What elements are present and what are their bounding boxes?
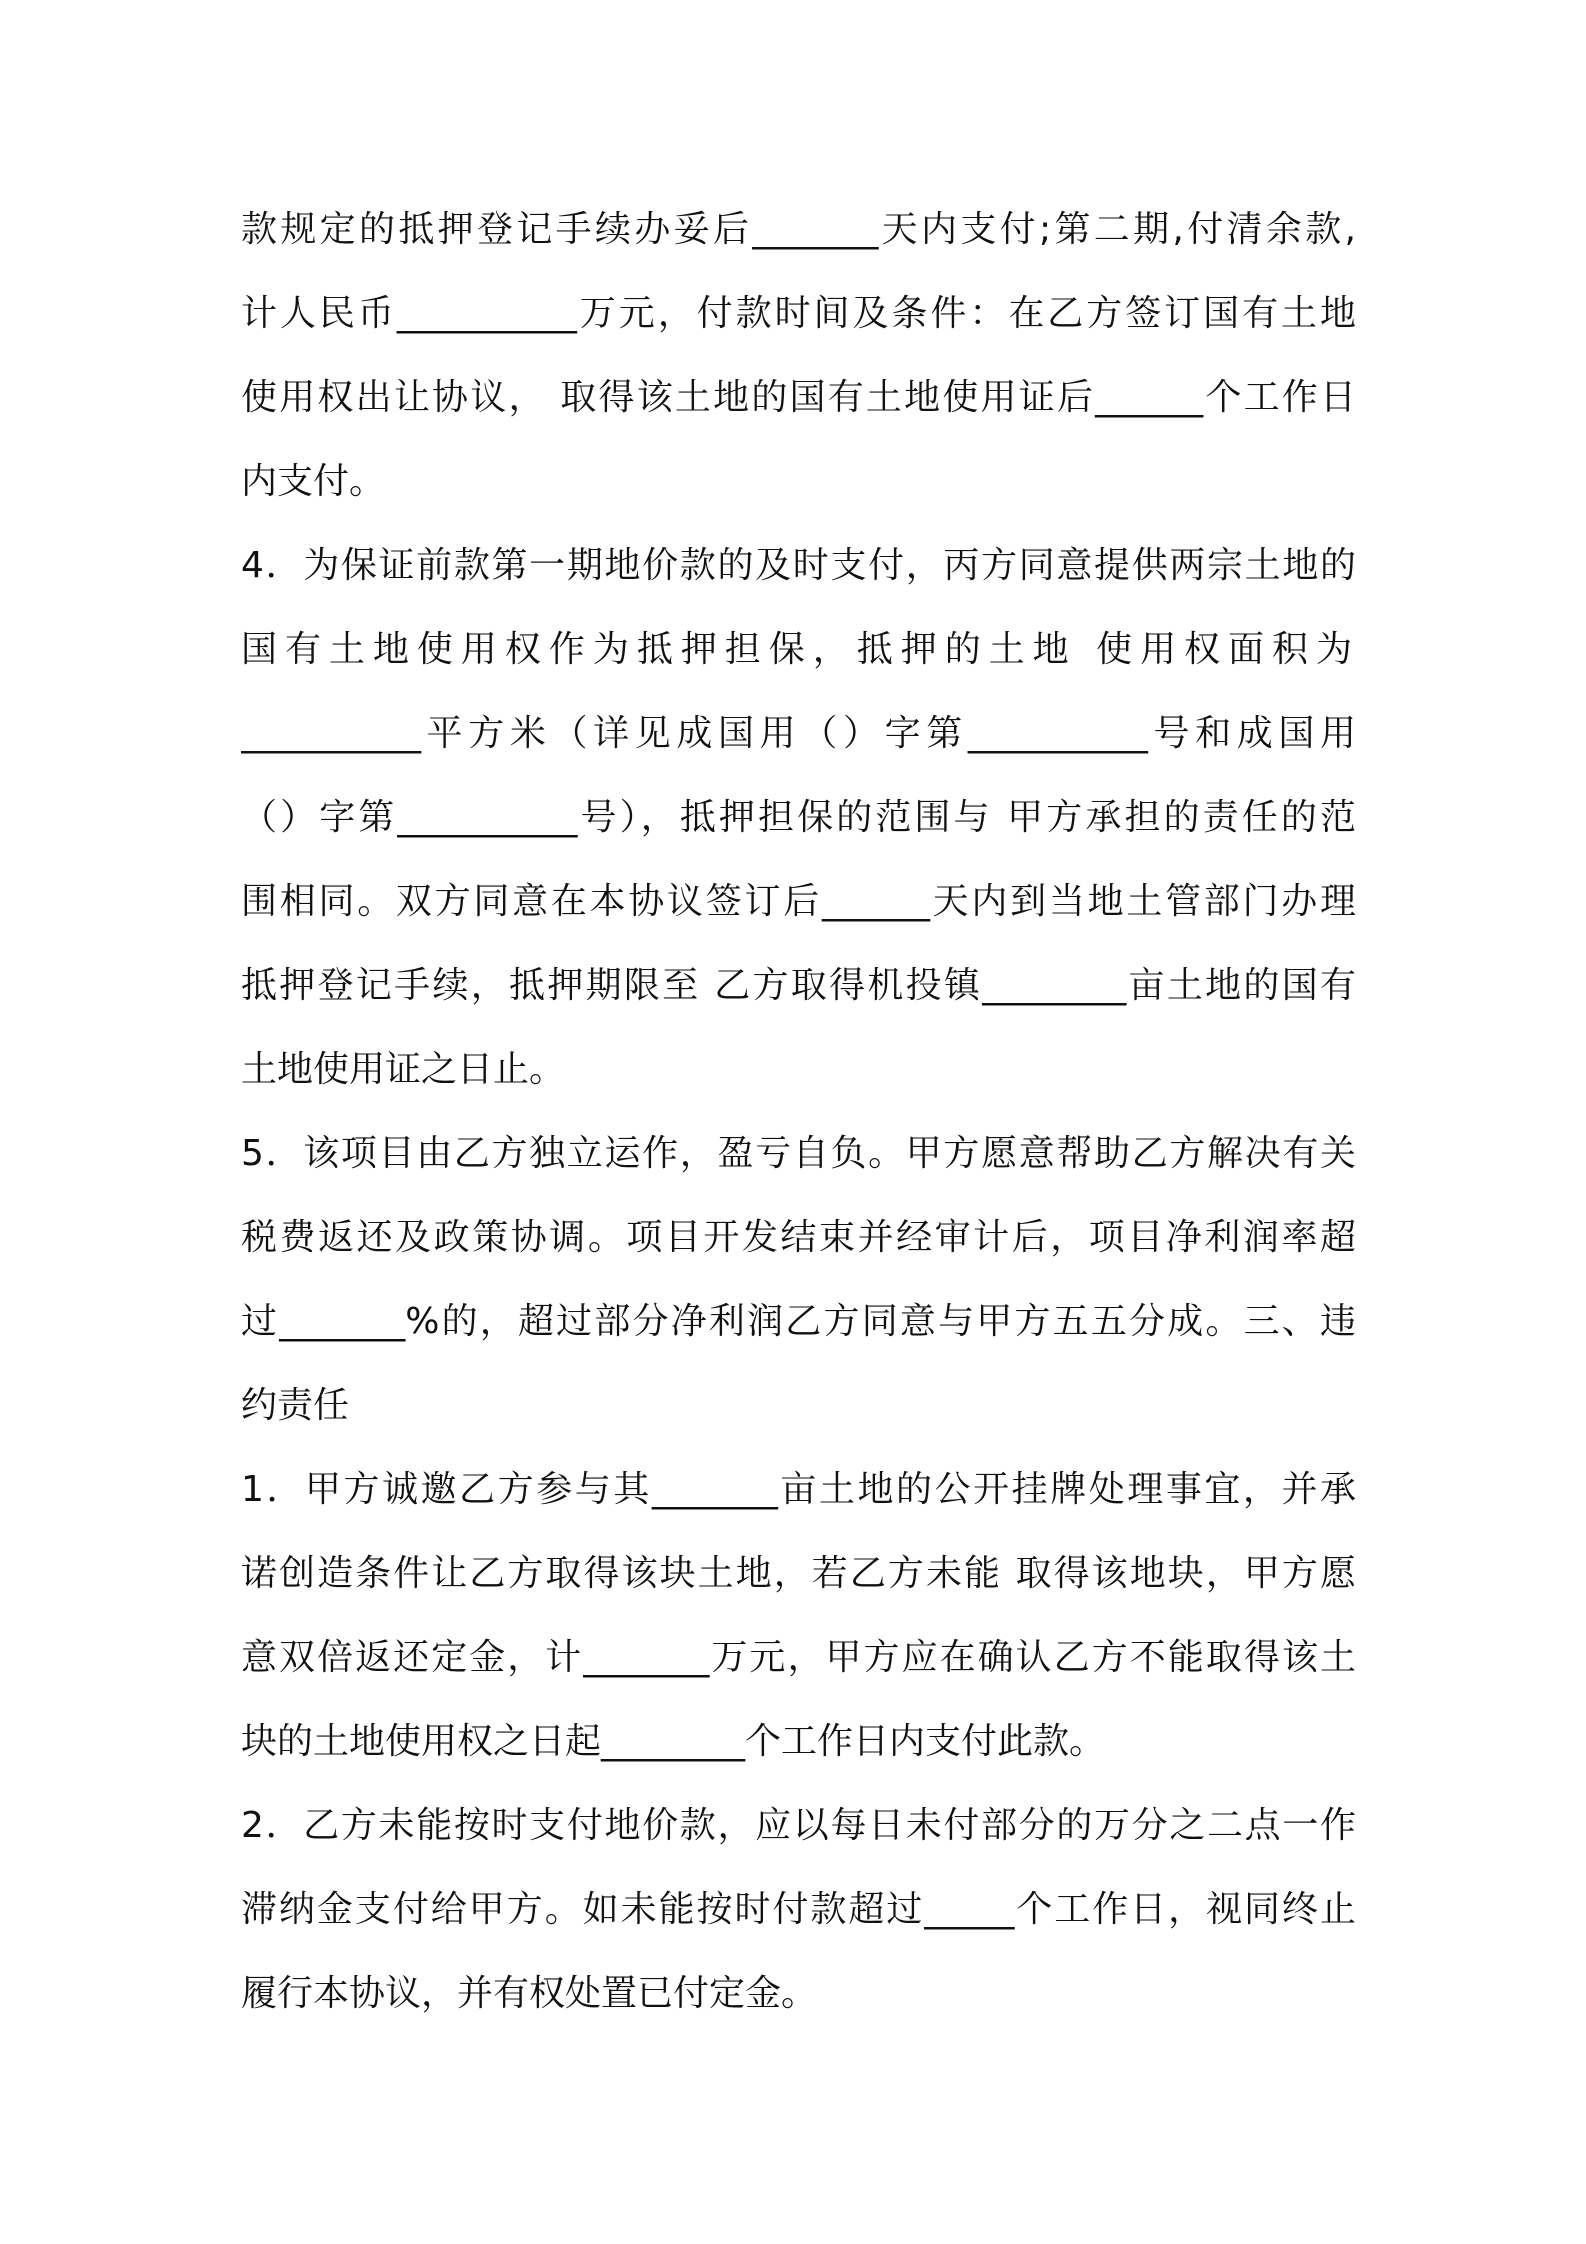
text-line: 内支付。 [241,461,386,502]
text-line: 诺创造条件让乙方取得该块土地，若乙方未能 取得该地块，甲方愿 [241,1553,1356,1594]
text-line: 2．乙方未能按时支付地价款，应以每日未付部分的万分之二点一作 [241,1805,1356,1846]
text-line: 抵押登记手续，抵押期限至 乙方取得机投镇________亩土地的国有 [241,965,1356,1006]
text-line: 1．甲方诚邀乙方参与其_______亩土地的公开挂牌处理事宜，并承 [241,1469,1356,1510]
text-line: 税费返还及政策协调。项目开发结束并经审计后，项目净利润率超 [241,1217,1356,1258]
text-line: 款规定的抵押登记手续办妥后_______天内支付;第二期,付清余款, [241,209,1356,250]
text-line: 约责任 [241,1385,350,1426]
text-line: 4．为保证前款第一期地价款的及时支付，丙方同意提供两宗土地的 [241,545,1356,586]
text-line: 块的土地使用权之日起________个工作日内支付此款。 [241,1721,1106,1762]
text-line: 滞纳金支付给甲方。如未能按时付款超过_____个工作日，视同终止 [241,1889,1356,1930]
text-line: 使用权出让协议， 取得该土地的国有土地使用证后______个工作日 [241,377,1356,418]
text-line: 意双倍返还定金，计_______万元，甲方应在确认乙方不能取得该土 [241,1637,1356,1678]
text-line: 国有土地使用权作为抵押担保，抵押的土地 使用权面积为 [241,629,1356,670]
text-line: 计人民币__________万元，付款时间及条件：在乙方签订国有土地 [241,293,1356,334]
text-line: 土地使用证之日止。 [241,1049,566,1090]
text-line: 5．该项目由乙方独立运作，盈亏自负。甲方愿意帮助乙方解决有关 [241,1133,1356,1174]
text-line: 履行本协议，并有权处置已付定金。 [241,1973,818,2014]
text-line: 围相同。双方同意在本协议签订后______天内到当地土管部门办理 [241,881,1356,922]
text-line: __________平方米（详见成国用（）字第__________号和成国用 [241,713,1356,754]
document-body [241,200,1356,2048]
text-line: （）字第__________号），抵押担保的范围与 甲方承担的责任的范 [241,797,1356,838]
text-line: 过_______%的，超过部分净利润乙方同意与甲方五五分成。三、违 [241,1301,1356,1342]
